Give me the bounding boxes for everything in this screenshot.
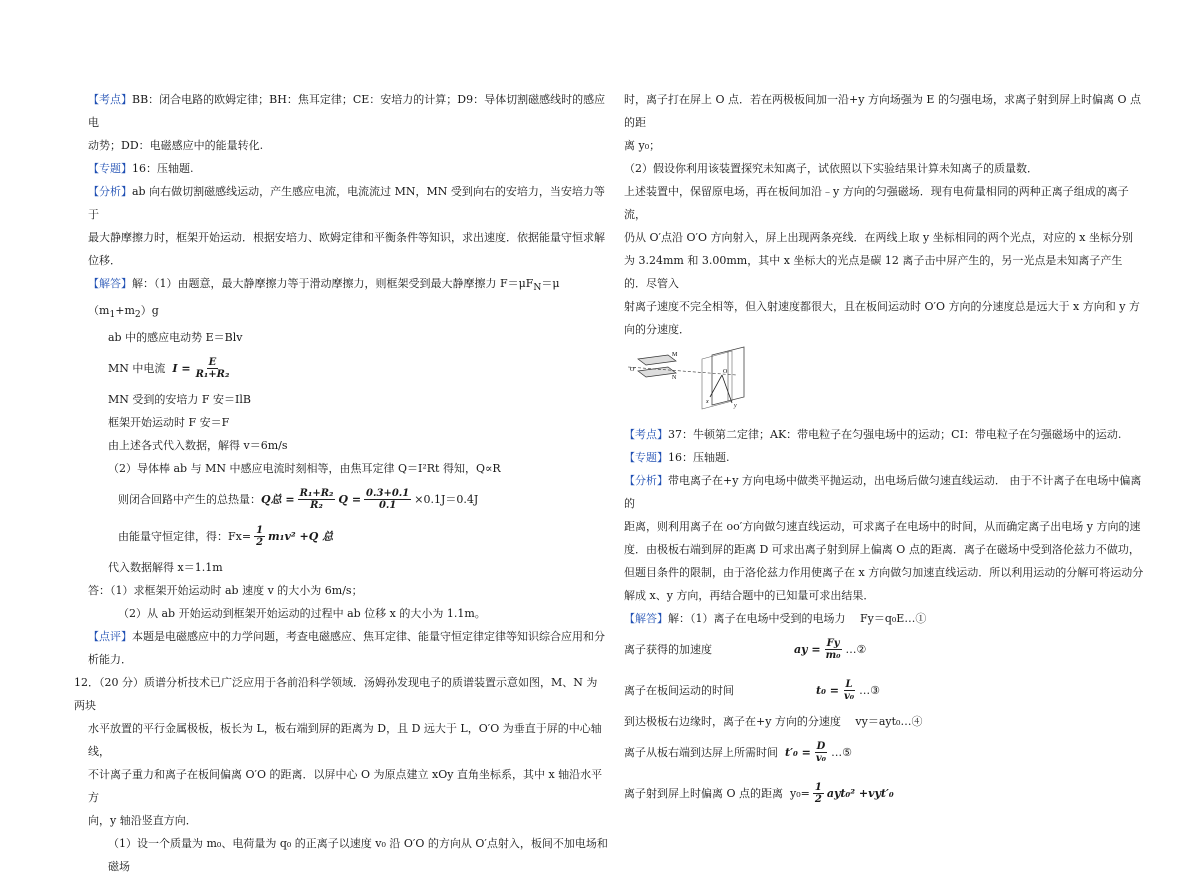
jieda-tag: 【解答】 — [88, 277, 132, 290]
solve-line: 由上述各式代入数据，解得 v＝6m/s — [108, 439, 288, 453]
q12-part2-3: 仍从 O′点沿 O′O 方向射入，屏上出现两条亮线．在两线上取 y 坐标相同的两个光点，对应的 x 坐标分别 — [624, 231, 1133, 244]
accel-num: Fy — [826, 638, 840, 649]
jieda-text-d: ）g — [140, 304, 159, 318]
heat-fraction-1 — [298, 488, 336, 511]
heat-rhs: ×0.1J＝0.4J — [414, 493, 479, 507]
label-x: x — [706, 399, 709, 405]
t0p-formula — [624, 741, 1144, 764]
y0-label: 离子射到屏上时偏离 O 点的距离 — [624, 787, 784, 800]
q12-cont-1: 时，离子打在屏上 O 点．若在两极板间加一沿+y 方向场强为 E 的匀强电场，求离子射到屏上时偏离 O 点的距 — [624, 93, 1141, 129]
time-fraction — [842, 679, 856, 702]
r-kaodian-paragraph — [624, 423, 1144, 446]
kaodian-tag: 【考点】 — [88, 93, 132, 106]
mass-spectrometer-diagram — [624, 345, 1144, 421]
accel-formula — [624, 638, 1144, 661]
q12-part2-5: 射离子速度不完全相等，但入射速度都很大，且在板间运动时 O′O 方向的分速度总是远大于 x 方向和 y 方 — [624, 300, 1140, 313]
plate-n — [638, 367, 676, 377]
current-label: MN 中电流 — [108, 362, 166, 376]
q12-line-3: 不计离子重力和离子在板间偏离 O′O 的距离．以屏中心 O 为原点建立 xOy 直角坐标系，其中 x 轴沿水平方 — [88, 768, 603, 805]
r-zhuanti-paragraph — [624, 446, 1144, 469]
jieda-paragraph — [88, 272, 608, 326]
r-fenxi-cont-3: 度．由极板右端到屏的距离 D 可求出离子射到屏上偏离 O 点的距离．离子在磁场中受到洛伦兹力不做功， — [624, 543, 1140, 556]
sub-n: N — [533, 282, 542, 294]
sub-2: 2 — [134, 309, 141, 321]
accel-lhs: ay = — [794, 643, 821, 656]
t0p-mark: …⑤ — [831, 746, 852, 759]
diagram-svg — [624, 345, 774, 413]
q12-part-1: （1）设一个质量为 m₀、电荷量为 q₀ 的正离子以速度 v₀ 沿 O′O 的方向从 O′点射入，板间不加电场和磁场 — [108, 837, 608, 874]
r-jieda-tag: 【解答】 — [624, 612, 668, 625]
y0-frac-num: 1 — [814, 782, 822, 793]
part2-line: （2）导体棒 ab 与 MN 中感应电流时刻相等，由焦耳定律 Q＝I²Rt 得知，Q∝R — [108, 462, 501, 476]
energy-frac-num: 1 — [256, 525, 264, 537]
r-fenxi-paragraph — [624, 469, 1144, 515]
r-zhuanti-text: 16：压轴题. — [668, 451, 730, 464]
accel-label: 离子获得的加速度 — [624, 643, 712, 656]
q12-part2-1: （2）假设你利用该装置探究未知离子，试依照以下实验结果计算未知离子的质量数． — [624, 162, 1038, 175]
label-o: O — [723, 369, 728, 375]
dianping-paragraph — [88, 625, 608, 648]
fenxi-text: ab 向右做切割磁感线运动，产生感应电流，电流流过 MN，MN 受到向右的安培力，当安培力等于 — [88, 185, 605, 221]
label-n: N — [672, 375, 677, 381]
energy-frac-den: 2 — [256, 537, 264, 549]
dianping-text-cont: 析能力． — [88, 653, 132, 667]
time-lhs: t₀ = — [816, 684, 839, 697]
heat-frac1-num: R₁+R₂ — [299, 488, 334, 500]
fenxi-text-cont2: 位移． — [88, 254, 121, 267]
r-kaodian-text: 37：牛顿第二定律；AK：带电粒子在匀强电场中的运动；CI：带电粒子在匀强磁场中的运动. — [668, 428, 1122, 441]
kaodian-text: BB：闭合电路的欧姆定律；BH：焦耳定律；CE：安培力的计算；D9：导体切割磁感线时的感应电 — [88, 93, 606, 129]
r-fenxi-tag: 【分析】 — [624, 474, 668, 487]
time-label: 离子在板间运动的时间 — [624, 684, 734, 697]
t0p-fraction — [814, 741, 828, 764]
dianping-tag: 【点评】 — [88, 630, 132, 644]
energy-rest: m₁v² +Q 总 — [268, 530, 334, 544]
accel-den: m₀ — [825, 650, 841, 661]
current-formula — [88, 357, 608, 380]
time-formula — [624, 679, 1144, 702]
t0p-lhs: t′₀ = — [785, 746, 811, 759]
time-den: v₀ — [843, 691, 855, 702]
y0-lhs: y₀= — [790, 787, 810, 800]
answer-2: （2）从 ab 开始运动到框架开始运动的过程中 ab 位移 x 的大小为 1.1m。 — [118, 607, 486, 621]
r-zhuanti-tag: 【专题】 — [624, 451, 668, 464]
time-num: L — [845, 679, 853, 690]
current-fraction — [194, 357, 232, 380]
zhuanti-text: 16：压轴题. — [132, 162, 194, 175]
fenxi-tag: 【分析】 — [88, 185, 132, 198]
zhuanti-paragraph — [88, 157, 608, 180]
r-jieda-text: 解：（1）离子在电场中受到的电场力 Fy＝q₀E…① — [668, 612, 927, 625]
current-num: E — [208, 357, 217, 369]
t0p-num: D — [816, 741, 826, 752]
fenxi-paragraph — [88, 180, 608, 226]
heat-frac1-den: R₂ — [310, 500, 323, 512]
q12-line-1: 12．（20 分）质谱分析技术已广泛应用于各前沿科学领域．汤姆孙发现电子的质谱装置示意如图，M、N 为两块 — [74, 676, 598, 713]
kaodian-paragraph — [88, 88, 608, 134]
y0-frac-den: 2 — [814, 794, 822, 805]
label-m: M — [672, 352, 678, 358]
heat-formula — [88, 488, 608, 511]
plate-m — [638, 355, 676, 365]
q12-part2-4: 为 3.24mm 和 3.00mm，其中 x 坐标大的光点是碳 12 离子击中屏产生的，另一光点是未知离子产生的．尽管入 — [624, 254, 1123, 290]
answer-1: 答：（1）求框架开始运动时 ab 速度 v 的大小为 6m/s； — [88, 584, 363, 598]
heat-frac2-den: 0.1 — [378, 500, 397, 512]
fenxi-text-cont: 最大静摩擦力时，框架开始运动．根据安培力、欧姆定律和平衡条件等知识，求出速度．依据能量守恒求解 — [88, 231, 605, 244]
y0-rest: ayt₀² +vyt′₀ — [826, 787, 894, 800]
jieda-text-c: +m — [115, 304, 135, 318]
y0-formula — [624, 782, 1144, 805]
r-kaodian-tag: 【考点】 — [624, 428, 668, 441]
jieda-text-b: ＝μ（m — [88, 277, 560, 318]
heat-fraction-2 — [364, 488, 411, 511]
heat-mid: Q = — [338, 493, 362, 507]
current-lhs: I = — [172, 362, 191, 376]
q12-line-4: 向，y 轴沿竖直方向． — [88, 814, 197, 828]
r-fenxi-text: 带电离子在+y 方向电场中做类平抛运动，出电场后做匀速直线运动． 由于不计离子在电场中偏离的 — [624, 474, 1142, 510]
emf-line: ab 中的感应电动势 E＝Blv — [108, 331, 243, 345]
r-fenxi-cont-4: 但题目条件的限制，由于洛伦兹力作用使离子在 x 方向做匀加速直线运动．所以利用运动的分解可将运动分 — [624, 566, 1144, 579]
energy-formula — [88, 525, 608, 548]
q12-cont-2: 离 y₀； — [624, 139, 661, 152]
left-column — [74, 88, 608, 878]
kaodian-text-cont: 动势；DD：电磁感应中的能量转化. — [88, 139, 264, 152]
time-mark: …③ — [859, 684, 881, 697]
vy-line: 到达极板右边缘时，离子在+y 方向的分速度 vy＝ayt₀…④ — [624, 715, 923, 728]
r-fenxi-cont-5: 解成 x、y 方向，再结合题中的已知量可求出结果． — [624, 589, 875, 602]
q12-part2-2: 上述装置中，保留原电场，再在板间加沿﹣y 方向的匀强磁场．现有电荷量相同的两种正离子组成的离子流， — [624, 185, 1129, 221]
right-column — [624, 88, 1144, 805]
energy-label: 由能量守恒定律，得：Fx= — [118, 530, 252, 544]
y-axis — [722, 375, 732, 403]
accel-fraction — [824, 638, 843, 661]
t0p-label: 离子从板右端到达屏上所需时间 — [624, 746, 778, 759]
x-result: 代入数据解得 x＝1.1m — [108, 561, 223, 575]
energy-fraction — [254, 525, 265, 548]
y0-fraction — [813, 782, 824, 805]
q12-line-2: 水平放置的平行金属极板，板长为 L，板右端到屏的距离为 D，且 D 远大于 L，O′O 为垂直于屏的中心轴线， — [88, 722, 602, 759]
heat-frac2-num: 0.3+0.1 — [366, 488, 410, 500]
ampere-line: MN 受到的安培力 F 安＝IlB — [108, 393, 251, 407]
zhuanti-tag: 【专题】 — [88, 162, 132, 175]
current-den: R₁+R₂ — [195, 369, 230, 381]
motion-line: 框架开始运动时 F 安＝F — [108, 416, 230, 430]
r-fenxi-cont-2: 距离，则利用离子在 oo′方向做匀速直线运动，可求离子在电场中的时间，从而确定离子出电场 y 方向的速 — [624, 520, 1141, 533]
r-jieda-paragraph — [624, 607, 1144, 630]
accel-mark: …② — [845, 643, 867, 656]
t0p-den: v₀ — [815, 753, 827, 764]
label-y: y — [734, 403, 737, 409]
jieda-text: 解：（1）由题意，最大静摩擦力等于滑动摩擦力，则框架受到最大静摩擦力 F＝μF — [132, 277, 534, 290]
dianping-text: 本题是电磁感应中的力学问题，考查电磁感应、焦耳定律、能量守恒定律定律等知识综合应用和分 — [132, 630, 605, 644]
label-o-prime: O′ — [630, 367, 636, 373]
heat-label: 则闭合回路中产生的总热量： — [118, 493, 261, 507]
q12-part2-6: 向的分速度． — [624, 323, 690, 336]
sub-1: 1 — [109, 309, 116, 321]
heat-lhs: Q总 = — [261, 493, 295, 507]
